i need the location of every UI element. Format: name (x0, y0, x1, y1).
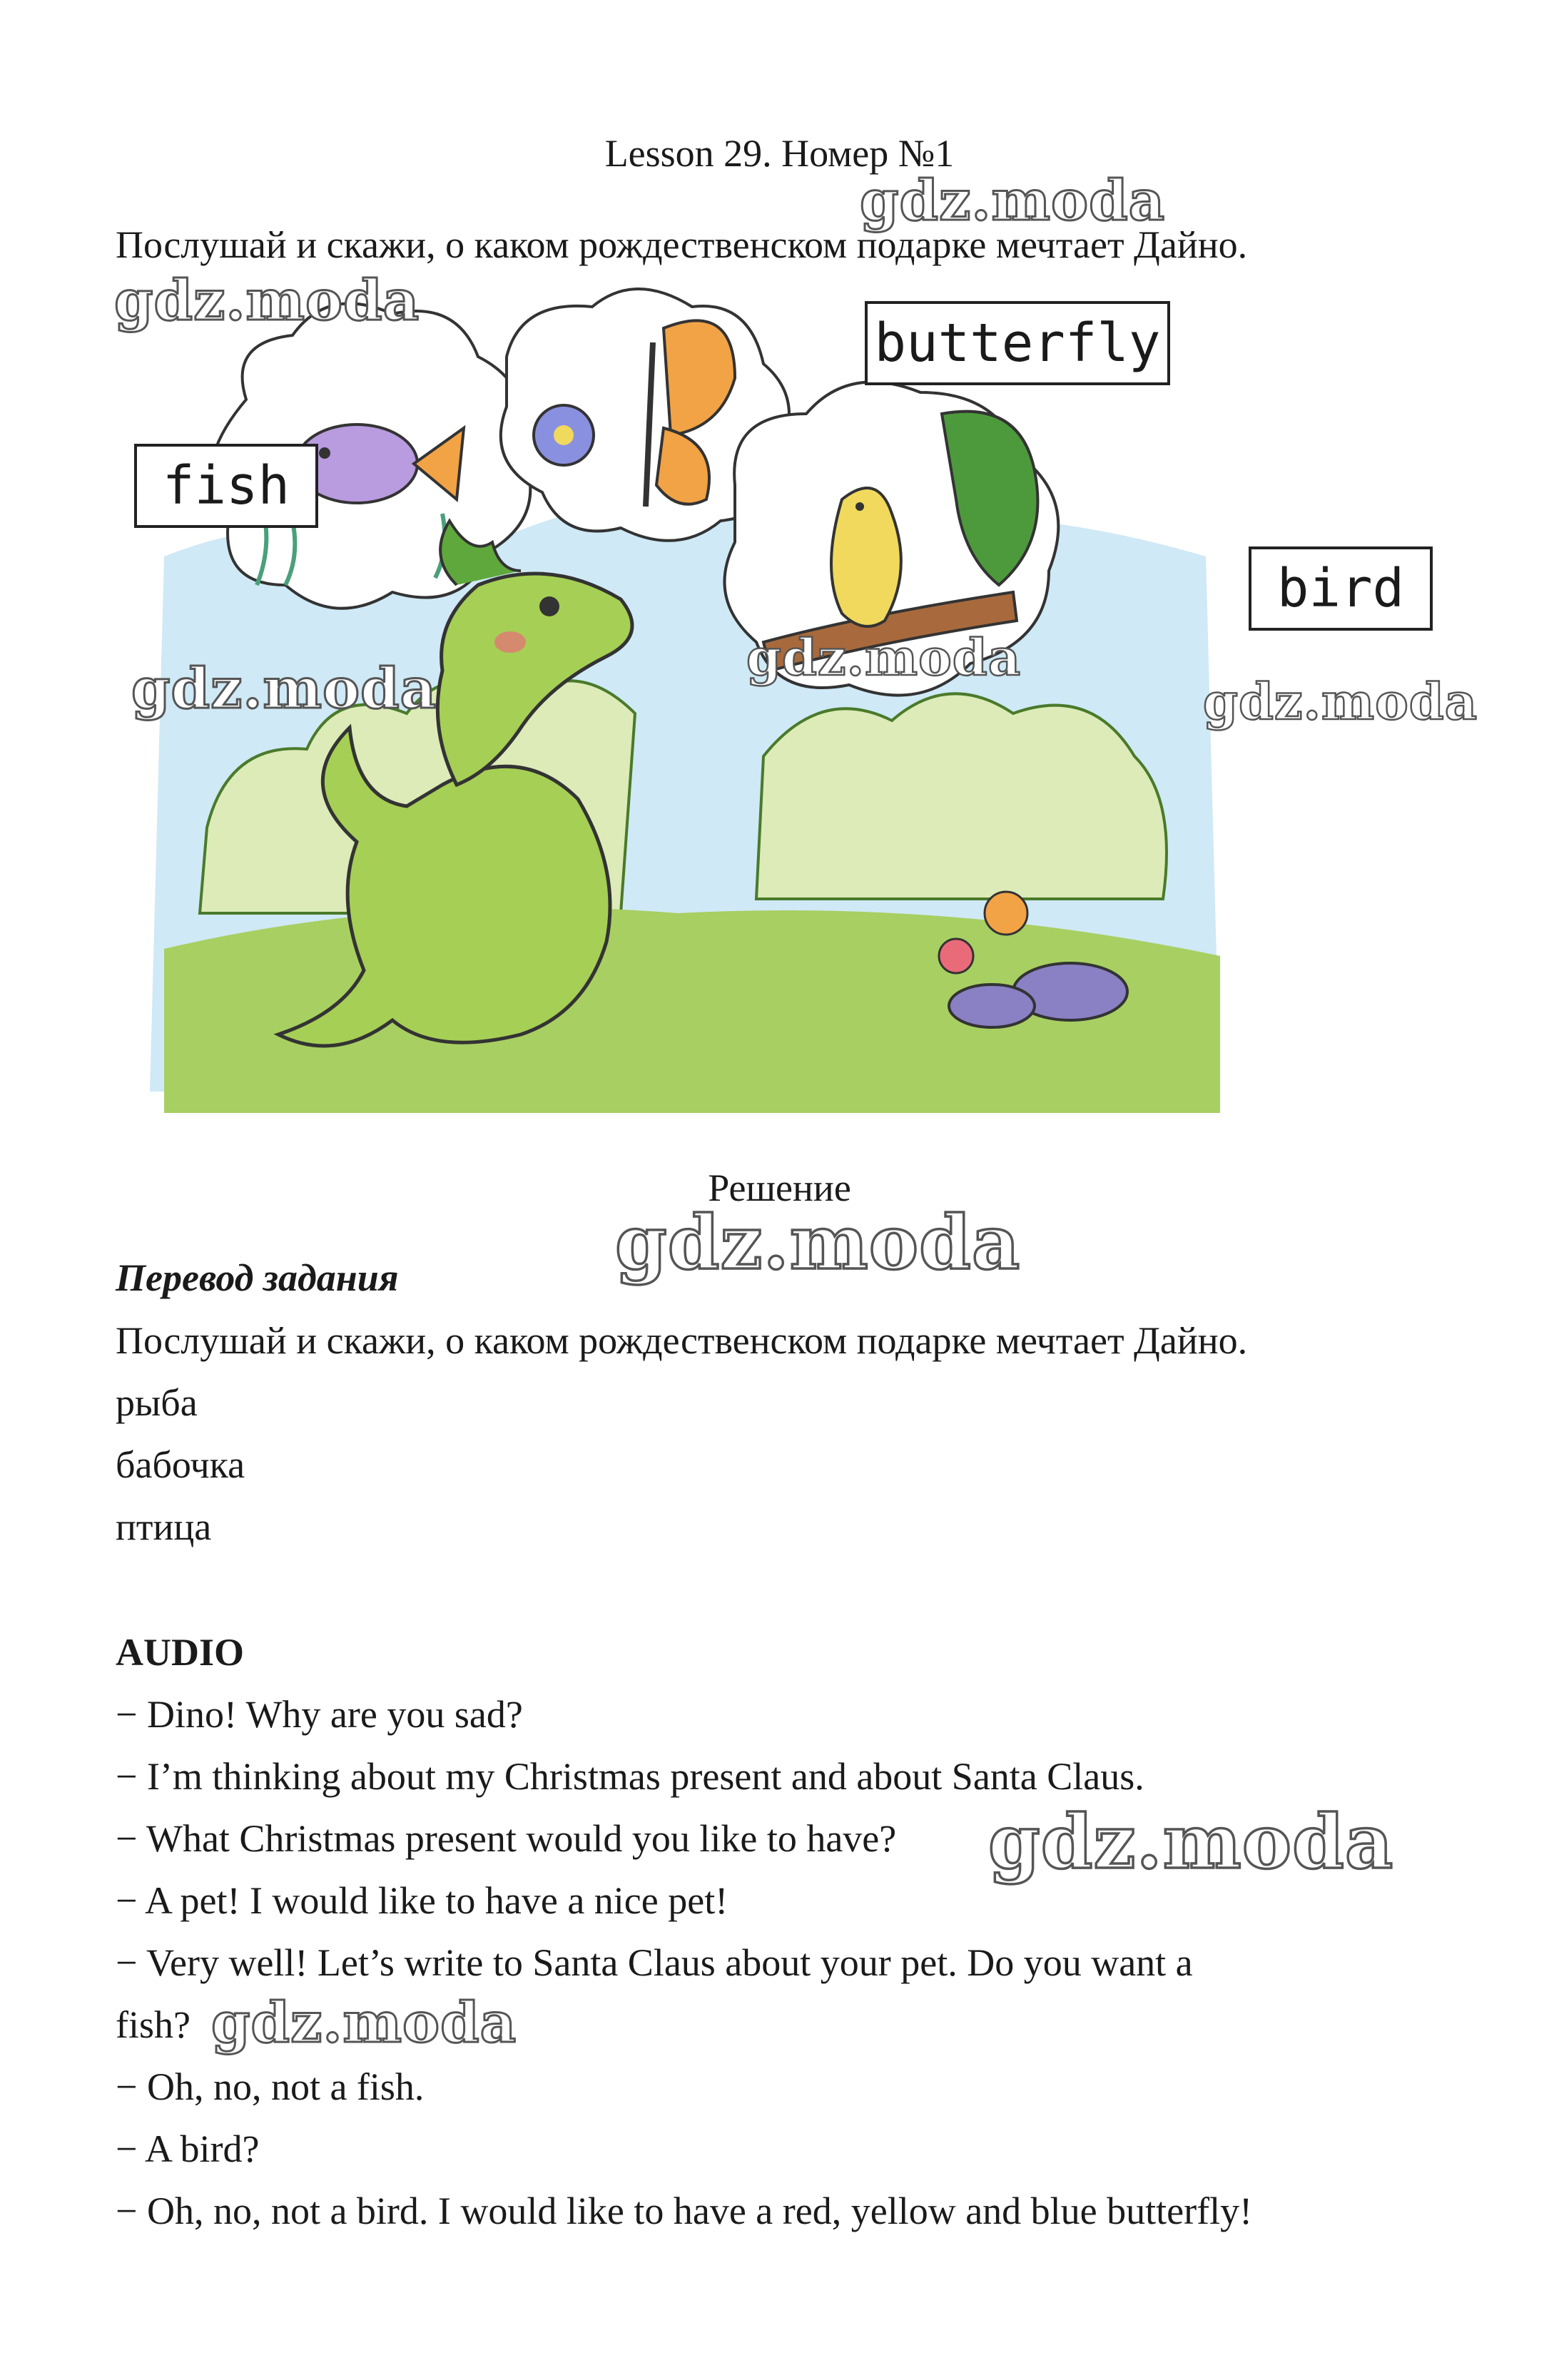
solution-heading: Решение (708, 1166, 851, 1209)
stone-2 (949, 985, 1035, 1027)
word-fish: рыба (116, 1381, 198, 1424)
audio-line: − I’m thinking about my Christmas present and about Santa Claus. (116, 1755, 1144, 1798)
watermark: gdz.moda (615, 1199, 1021, 1286)
dino-eye (539, 596, 559, 616)
audio-title: AUDIO (116, 1631, 245, 1674)
audio-line: − A pet! I would like to have a nice pet! (116, 1879, 728, 1922)
watermark: gdz.moda (860, 168, 1166, 233)
word-butterfly: бабочка (116, 1443, 245, 1486)
butterfly-label: butterfly (865, 301, 1170, 385)
watermark: gdz.moda (131, 656, 437, 721)
audio-line: − Oh, no, not a bird. I would like to have a red, yellow and blue butterfly! (116, 2190, 1253, 2232)
dino-cheek (494, 631, 526, 653)
audio-line: fish? (116, 2003, 191, 2046)
flower-center (554, 425, 574, 445)
audio-line: − Very well! Let’s write to Santa Claus about your pet. Do you want a (116, 1941, 1193, 1984)
watermark: gdz.moda (1203, 672, 1478, 731)
watermark: gdz.moda (114, 268, 420, 333)
word-bird: птица (116, 1505, 212, 1548)
audio-line: − Dino! Why are you sad? (116, 1693, 523, 1736)
bird-eye (855, 502, 864, 511)
fish-eye (319, 447, 330, 459)
audio-line: − What Christmas present would you like to have? (116, 1817, 897, 1860)
audio-line: − Oh, no, not a fish. (116, 2065, 425, 2108)
bird-label: bird (1249, 546, 1433, 631)
page-title: Lesson 29. Номер №1 (604, 132, 955, 175)
audio-line: − A bird? (116, 2127, 260, 2170)
watermark: gdz.moda (746, 628, 1022, 687)
small-flower-icon-2 (939, 939, 973, 973)
right-bush (756, 693, 1167, 899)
fish-label: fish (134, 444, 318, 528)
small-flower-icon (985, 892, 1027, 935)
watermark: gdz.moda (988, 1798, 1394, 1886)
translation-title: Перевод задания (116, 1256, 399, 1299)
translation-text: Послушай и скажи, о каком рождественском подарке мечтает Дайно. (116, 1319, 1248, 1362)
bird-icon (831, 488, 901, 626)
watermark: gdz.moda (211, 1990, 517, 2055)
task-instruction: Послушай и скажи, о каком рождественском подарке мечтает Дайно. (116, 223, 1248, 266)
